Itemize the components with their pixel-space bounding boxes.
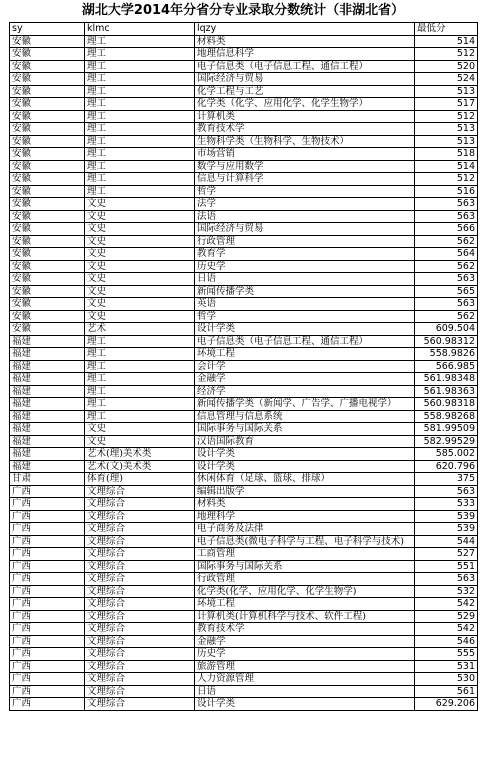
cell-category: 文理综合 [85, 685, 195, 698]
table-row [10, 110, 478, 123]
cell-province: 安徽 [10, 248, 85, 261]
cell-min-score: 533 [415, 498, 478, 511]
cell-min-score: 563 [415, 210, 478, 223]
table-row [10, 548, 478, 561]
cell-category: 理工 [85, 48, 195, 61]
cell-category: 文史 [85, 235, 195, 248]
table-row [10, 698, 478, 711]
cell-major: 数学与应用数学 [195, 160, 415, 173]
table-row [10, 523, 478, 536]
table-row [10, 223, 478, 236]
cell-min-score: 558.98268 [415, 410, 478, 423]
header-province: sy [10, 23, 85, 36]
cell-major: 生物科学类（生物科学、生物技术） [195, 135, 415, 148]
cell-province: 安徽 [10, 173, 85, 186]
table-row [10, 173, 478, 186]
cell-category: 文理综合 [85, 535, 195, 548]
header-min-score: 最低分 [415, 23, 478, 36]
cell-province: 安徽 [10, 85, 85, 98]
cell-category: 文史 [85, 273, 195, 286]
cell-category: 理工 [85, 398, 195, 411]
cell-province: 安徽 [10, 73, 85, 86]
cell-min-score: 516 [415, 185, 478, 198]
table-row [10, 160, 478, 173]
cell-province: 福建 [10, 360, 85, 373]
table-row [10, 598, 478, 611]
cell-category: 文理综合 [85, 635, 195, 648]
cell-province: 广西 [10, 535, 85, 548]
cell-category: 理工 [85, 148, 195, 161]
cell-major: 市场营销 [195, 148, 415, 161]
cell-province: 安徽 [10, 285, 85, 298]
cell-major: 经济学 [195, 385, 415, 398]
cell-category: 理工 [85, 385, 195, 398]
cell-min-score: 563 [415, 273, 478, 286]
table-header-row [10, 23, 478, 36]
cell-category: 文理综合 [85, 660, 195, 673]
table-row [10, 298, 478, 311]
cell-major: 设计学类 [195, 323, 415, 336]
cell-major: 会计学 [195, 360, 415, 373]
cell-category: 理工 [85, 35, 195, 48]
cell-category: 文理综合 [85, 573, 195, 586]
cell-min-score: 562 [415, 260, 478, 273]
cell-min-score: 563 [415, 573, 478, 586]
cell-min-score: 542 [415, 623, 478, 636]
table-row [10, 285, 478, 298]
cell-category: 理工 [85, 373, 195, 386]
cell-major: 新闻传播学类（新闻学、广告学、广播电视学） [195, 398, 415, 411]
cell-major: 电子信息类（电子信息工程、通信工程） [195, 335, 415, 348]
cell-major: 地理信息科学 [195, 48, 415, 61]
cell-category: 理工 [85, 73, 195, 86]
cell-province: 广西 [10, 548, 85, 561]
cell-min-score: 566 [415, 223, 478, 236]
cell-category: 文史 [85, 310, 195, 323]
cell-min-score: 514 [415, 35, 478, 48]
table-row [10, 273, 478, 286]
cell-province: 安徽 [10, 223, 85, 236]
cell-province: 福建 [10, 398, 85, 411]
table-row [10, 635, 478, 648]
table-row [10, 485, 478, 498]
cell-category: 文史 [85, 198, 195, 211]
cell-major: 材料类 [195, 35, 415, 48]
cell-min-score: 375 [415, 473, 478, 486]
cell-province: 安徽 [10, 310, 85, 323]
cell-min-score: 512 [415, 110, 478, 123]
cell-major: 信息与计算科学 [195, 173, 415, 186]
cell-min-score: 513 [415, 123, 478, 136]
table-row [10, 185, 478, 198]
table-row [10, 348, 478, 361]
cell-min-score: 539 [415, 510, 478, 523]
cell-major: 行政管理 [195, 573, 415, 586]
cell-major: 教育学 [195, 248, 415, 261]
table-row [10, 60, 478, 73]
cell-province: 福建 [10, 460, 85, 473]
page-title: 湖北大学2014年分省分专业录取分数统计（非湖北省） [81, 3, 405, 18]
table-row [10, 648, 478, 661]
cell-category: 理工 [85, 348, 195, 361]
cell-category: 艺术 [85, 323, 195, 336]
cell-min-score: 513 [415, 85, 478, 98]
table-row [10, 373, 478, 386]
cell-min-score: 560.98318 [415, 398, 478, 411]
cell-min-score: 566.985 [415, 360, 478, 373]
cell-min-score: 542 [415, 598, 478, 611]
cell-major: 国际事务与国际关系 [195, 560, 415, 573]
cell-province: 安徽 [10, 148, 85, 161]
cell-min-score: 529 [415, 610, 478, 623]
cell-min-score: 517 [415, 98, 478, 111]
cell-major: 金融学 [195, 373, 415, 386]
table-row [10, 435, 478, 448]
cell-province: 安徽 [10, 298, 85, 311]
cell-province: 福建 [10, 448, 85, 461]
cell-province: 福建 [10, 373, 85, 386]
cell-category: 理工 [85, 110, 195, 123]
cell-major: 计算机类 [195, 110, 415, 123]
cell-category: 文理综合 [85, 623, 195, 636]
cell-min-score: 581.99509 [415, 423, 478, 436]
header-category: klmc [85, 23, 195, 36]
cell-province: 安徽 [10, 323, 85, 336]
cell-category: 理工 [85, 135, 195, 148]
cell-min-score: 560.98312 [415, 335, 478, 348]
table-row [10, 73, 478, 86]
cell-province: 安徽 [10, 48, 85, 61]
cell-major: 编辑出版学 [195, 485, 415, 498]
cell-province: 广西 [10, 598, 85, 611]
cell-province: 安徽 [10, 123, 85, 136]
cell-major: 环境工程 [195, 348, 415, 361]
cell-province: 安徽 [10, 160, 85, 173]
cell-major: 电子商务及法律 [195, 523, 415, 536]
table-row [10, 560, 478, 573]
cell-major: 日语 [195, 273, 415, 286]
cell-province: 福建 [10, 385, 85, 398]
table-row [10, 610, 478, 623]
cell-min-score: 563 [415, 485, 478, 498]
cell-category: 文史 [85, 435, 195, 448]
cell-province: 安徽 [10, 198, 85, 211]
cell-province: 安徽 [10, 260, 85, 273]
cell-category: 理工 [85, 173, 195, 186]
table-row [10, 423, 478, 436]
cell-min-score: 562 [415, 310, 478, 323]
cell-min-score: 520 [415, 60, 478, 73]
cell-category: 理工 [85, 360, 195, 373]
table-row [10, 310, 478, 323]
cell-min-score: 561.98348 [415, 373, 478, 386]
table-row [10, 323, 478, 336]
cell-major: 信息管理与信息系统 [195, 410, 415, 423]
table-row [10, 260, 478, 273]
cell-major: 教育技术学 [195, 123, 415, 136]
cell-major: 旅游管理 [195, 660, 415, 673]
cell-major: 英语 [195, 298, 415, 311]
cell-min-score: 524 [415, 73, 478, 86]
cell-major: 电子信息类(微电子科学与工程、电子科学与技术) [195, 535, 415, 548]
cell-province: 广西 [10, 510, 85, 523]
cell-province: 安徽 [10, 35, 85, 48]
cell-min-score: 512 [415, 48, 478, 61]
cell-category: 文史 [85, 285, 195, 298]
table-row [10, 360, 478, 373]
cell-min-score: 582.99529 [415, 435, 478, 448]
cell-category: 文史 [85, 298, 195, 311]
cell-major: 材料类 [195, 498, 415, 511]
cell-min-score: 555 [415, 648, 478, 661]
cell-major: 哲学 [195, 310, 415, 323]
cell-min-score: 527 [415, 548, 478, 561]
cell-category: 文理综合 [85, 598, 195, 611]
cell-category: 文理综合 [85, 548, 195, 561]
cell-category: 理工 [85, 185, 195, 198]
cell-province: 福建 [10, 435, 85, 448]
cell-min-score: 561.98363 [415, 385, 478, 398]
cell-category: 艺术(理)美术类 [85, 448, 195, 461]
cell-major: 人力资源管理 [195, 673, 415, 686]
cell-category: 文理综合 [85, 610, 195, 623]
cell-province: 广西 [10, 498, 85, 511]
cell-min-score: 564 [415, 248, 478, 261]
cell-major: 法学 [195, 198, 415, 211]
cell-province: 福建 [10, 423, 85, 436]
cell-province: 安徽 [10, 110, 85, 123]
table-row [10, 385, 478, 398]
cell-min-score: 585.002 [415, 448, 478, 461]
cell-category: 文史 [85, 248, 195, 261]
cell-category: 文理综合 [85, 523, 195, 536]
cell-province: 安徽 [10, 135, 85, 148]
cell-major: 设计学类 [195, 460, 415, 473]
cell-min-score: 546 [415, 635, 478, 648]
cell-category: 理工 [85, 98, 195, 111]
cell-min-score: 532 [415, 585, 478, 598]
table-row [10, 460, 478, 473]
header-major: lqzy [195, 23, 415, 36]
table-body [10, 35, 478, 710]
cell-min-score: 563 [415, 198, 478, 211]
cell-province: 广西 [10, 573, 85, 586]
table-row [10, 623, 478, 636]
table-row [10, 98, 478, 111]
cell-category: 文史 [85, 423, 195, 436]
cell-category: 体育(理) [85, 473, 195, 486]
cell-category: 文理综合 [85, 510, 195, 523]
cell-min-score: 561 [415, 685, 478, 698]
cell-major: 行政管理 [195, 235, 415, 248]
cell-min-score: 565 [415, 285, 478, 298]
table-row [10, 398, 478, 411]
cell-min-score: 620.796 [415, 460, 478, 473]
cell-major: 国际经济与贸易 [195, 73, 415, 86]
cell-province: 福建 [10, 335, 85, 348]
cell-category: 文史 [85, 223, 195, 236]
cell-province: 广西 [10, 660, 85, 673]
table-row [10, 35, 478, 48]
cell-province: 广西 [10, 673, 85, 686]
cell-category: 文理综合 [85, 485, 195, 498]
table-row [10, 498, 478, 511]
cell-province: 广西 [10, 610, 85, 623]
cell-province: 安徽 [10, 98, 85, 111]
table-row [10, 573, 478, 586]
cell-category: 理工 [85, 60, 195, 73]
cell-major: 金融学 [195, 635, 415, 648]
cell-major: 历史学 [195, 260, 415, 273]
cell-min-score: 562 [415, 235, 478, 248]
cell-category: 文理综合 [85, 673, 195, 686]
cell-major: 化学工程与工艺 [195, 85, 415, 98]
cell-province: 安徽 [10, 185, 85, 198]
cell-province: 安徽 [10, 235, 85, 248]
cell-category: 理工 [85, 160, 195, 173]
table-row [10, 148, 478, 161]
cell-major: 日语 [195, 685, 415, 698]
cell-min-score: 544 [415, 535, 478, 548]
cell-min-score: 551 [415, 560, 478, 573]
cell-major: 休闲体育（足球、篮球、排球） [195, 473, 415, 486]
cell-major: 地理科学 [195, 510, 415, 523]
cell-major: 电子信息类（电子信息工程、通信工程） [195, 60, 415, 73]
cell-major: 化学类（化学、应用化学、化学生物学） [195, 98, 415, 111]
table-row [10, 685, 478, 698]
cell-category: 理工 [85, 85, 195, 98]
cell-province: 广西 [10, 523, 85, 536]
cell-major: 法语 [195, 210, 415, 223]
cell-major: 工商管理 [195, 548, 415, 561]
cell-province: 广西 [10, 560, 85, 573]
cell-min-score: 513 [415, 135, 478, 148]
cell-province: 广西 [10, 485, 85, 498]
table-row [10, 248, 478, 261]
cell-major: 计算机类(计算机科学与技术、软件工程) [195, 610, 415, 623]
cell-category: 文史 [85, 210, 195, 223]
cell-major: 环境工程 [195, 598, 415, 611]
cell-category: 理工 [85, 410, 195, 423]
table-row [10, 210, 478, 223]
cell-major: 哲学 [195, 185, 415, 198]
cell-min-score: 531 [415, 660, 478, 673]
cell-category: 理工 [85, 335, 195, 348]
table-row [10, 85, 478, 98]
cell-category: 文理综合 [85, 498, 195, 511]
table-row [10, 660, 478, 673]
cell-category: 理工 [85, 123, 195, 136]
cell-category: 文理综合 [85, 560, 195, 573]
cell-min-score: 563 [415, 298, 478, 311]
cell-major: 教育技术学 [195, 623, 415, 636]
cell-min-score: 609.504 [415, 323, 478, 336]
table-row [10, 135, 478, 148]
cell-min-score: 514 [415, 160, 478, 173]
table-row [10, 410, 478, 423]
cell-province: 安徽 [10, 60, 85, 73]
table-row [10, 473, 478, 486]
score-table [9, 22, 478, 711]
cell-major: 设计学类 [195, 448, 415, 461]
table-row [10, 585, 478, 598]
cell-province: 广西 [10, 685, 85, 698]
cell-major: 汉语国际教育 [195, 435, 415, 448]
table-row [10, 673, 478, 686]
table-row [10, 510, 478, 523]
cell-province: 广西 [10, 648, 85, 661]
cell-major: 新闻传播学类 [195, 285, 415, 298]
cell-province: 甘肃 [10, 473, 85, 486]
cell-province: 广西 [10, 585, 85, 598]
cell-province: 福建 [10, 410, 85, 423]
cell-major: 历史学 [195, 648, 415, 661]
cell-province: 广西 [10, 698, 85, 711]
cell-category: 文理综合 [85, 585, 195, 598]
table-row [10, 48, 478, 61]
table-row [10, 535, 478, 548]
cell-province: 安徽 [10, 273, 85, 286]
cell-min-score: 518 [415, 148, 478, 161]
table-row [10, 235, 478, 248]
cell-category: 艺术(文)美术类 [85, 460, 195, 473]
cell-min-score: 558.9826 [415, 348, 478, 361]
cell-category: 文理综合 [85, 648, 195, 661]
cell-min-score: 530 [415, 673, 478, 686]
cell-province: 广西 [10, 635, 85, 648]
cell-major: 化学类(化学、应用化学、化学生物学) [195, 585, 415, 598]
cell-province: 广西 [10, 623, 85, 636]
table-row [10, 198, 478, 211]
cell-min-score: 539 [415, 523, 478, 536]
cell-province: 福建 [10, 348, 85, 361]
cell-major: 国际事务与国际关系 [195, 423, 415, 436]
cell-major: 国际经济与贸易 [195, 223, 415, 236]
cell-min-score: 629.206 [415, 698, 478, 711]
cell-min-score: 512 [415, 173, 478, 186]
table-row [10, 335, 478, 348]
cell-category: 文理综合 [85, 698, 195, 711]
cell-category: 文史 [85, 260, 195, 273]
table-row [10, 448, 478, 461]
cell-province: 安徽 [10, 210, 85, 223]
table-row [10, 123, 478, 136]
cell-major: 设计学类 [195, 698, 415, 711]
